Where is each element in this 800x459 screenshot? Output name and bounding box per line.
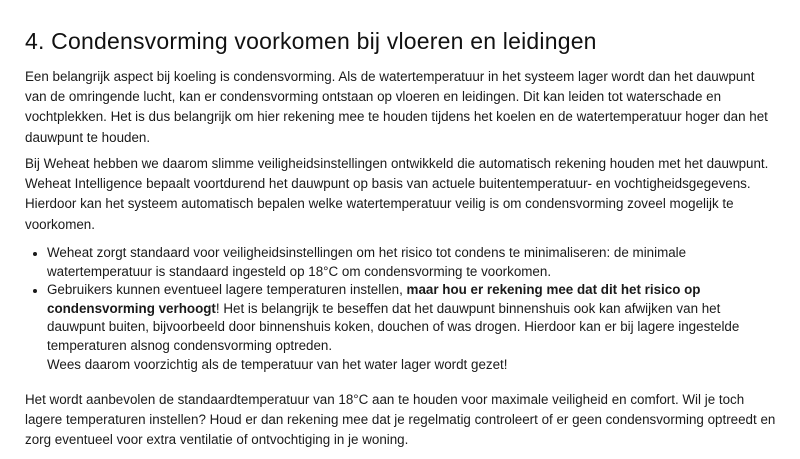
bullet-risk-warning-bold: maar hou er rekening mee dat dit het risico op condensvorming verhoogt — [47, 282, 701, 316]
weheat-paragraph: Bij Weheat hebben we daarom slimme veiligheidsinstellingen ontwikkeld die automatisch rekening houden met het dauwpunt. Weheat Intelligence bepaalt voortdurend het dauwpunt op basis van actuele buitentemperatuur- en vochtigheidsgegevens. Hierdoor kan het systeem automatisch bepalen welke watertemperatuur veilig is om condensvorming zoveel mogelijk te voorkomen. — [25, 156, 769, 232]
bullet-lower-temp-text: Gebruikers kunnen eventueel lagere temperaturen instellen, — [47, 282, 407, 298]
advice-paragraph: Het wordt aanbevolen de standaardtemperatuur van 18°C aan te houden voor maximale veiligheid en comfort. Wil je toch lagere temperaturen instellen? Houd er dan rekening mee dat je regelmatig controleert of er geen condensvorming optreedt en zorg eventueel voor extra ventilatie of ontvochtiging in je woning. — [25, 392, 776, 448]
bullet-default-settings-text: Weheat zorgt standaard voor veiligheidsinstellingen om het risico tot condens te minimaliseren: de minimale watertemperatuur is standaard ingesteld op 18°C om condensvorming te voorkomen. — [47, 245, 687, 279]
intro-paragraph: Een belangrijk aspect bij koeling is condensvorming. Als de watertemperatuur in het systeem lager wordt dan het dauwpunt van de omringende lucht, kan er condensvorming ontstaan op vloeren en leidingen. Dit kan leiden tot waterschade en vochtplekken. Het is dus belangrijk om hier rekening mee te houden tijdens het koelen en de watertemperatuur hoger dan het dauwpunt te houden. — [25, 69, 768, 145]
safety-bullet-list — [25, 244, 777, 374]
bullet-dewpoint-explanation: ! Het is belangrijk te beseffen dat het dauwpunt binnenshuis ook kan afwijken van het dauwpunt buiten, bijvoorbeeld door binnenshuis koken, douchen of was drogen. Hierdoor kan er bij lagere ingestelde temperaturen alsnog condensvorming optreden. — [47, 300, 740, 353]
list-item — [47, 281, 777, 374]
section-heading: 4. Condensvorming voorkomen bij vloeren en leidingen — [25, 28, 597, 54]
bullet-caution-text: Wees daarom voorzichtig als de temperatuur van het water lager wordt gezet! — [47, 356, 508, 372]
list-item — [47, 244, 777, 281]
